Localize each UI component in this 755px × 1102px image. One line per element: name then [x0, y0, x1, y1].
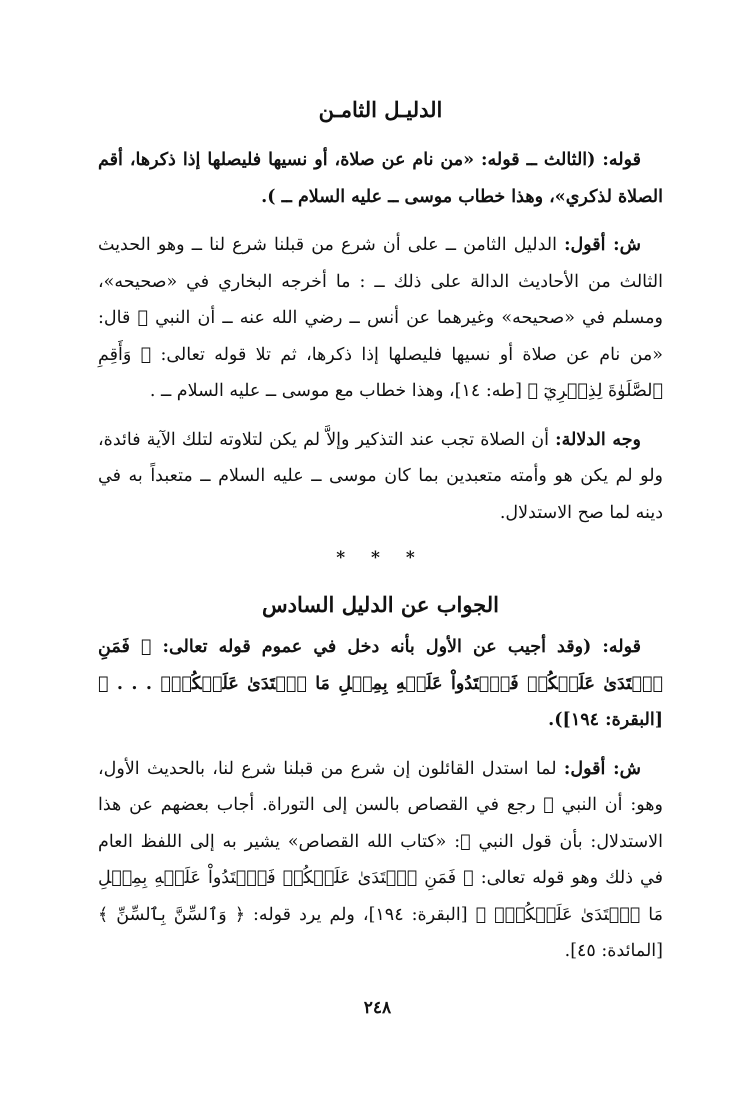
- commentary-text-2: لما استدل القائلون إن شرع من قبلنا شرع لنا، بالحديث الأول، وهو: أن النبي ﷺ رجع في القصاص بالسن إلى التوراة. أجاب بعضهم عن هذا الاستدلال: بأن قول النبي ﷺ: «كتاب الله القصاص» يشير به إلى اللفظ العام في ذلك وهو قوله تعالى: ﴿ فَمَنِ ٱعۡتَدَىٰ عَلَيۡكُمۡ فَٱعۡتَدُواْ عَلَيۡهِ بِمِثۡلِ مَا ٱعۡتَدَىٰ عَلَيۡكُمۡۚ ﴾ [البقرة: ١٩٤]، ولم يرد قوله: ﴿ وَٱلسِّنَّ بِٱلسِّنِّ ﴾ [المائدة: ٤٥].: [98, 758, 663, 961]
- page-number: ٢٤٨: [363, 998, 392, 1018]
- section-heading-eighth-evidence: الدليـل الثامـن: [318, 97, 443, 122]
- commentary-lead: ش: أقول:: [564, 235, 641, 255]
- commentary-lead-2: ش: أقول:: [563, 758, 642, 779]
- evidence-point-paragraph: [98, 422, 663, 532]
- commentary-paragraph-1: [98, 227, 663, 410]
- commentary-paragraph-2: [98, 751, 663, 970]
- evidence-point-text: أن الصلاة تجب عند التذكير وإلاَّ لم يكن لتلاوته لتلك الآية فائدة، ولو لم يكن هو وأمته متعبدين بما كان موسى ــ عليه السلام ــ متعبداً به في دينه لما صح الاستدلال.: [98, 429, 663, 523]
- evidence-point-lead: وجه الدلالة:: [555, 429, 642, 450]
- section-separator: * * *: [336, 548, 425, 568]
- quoted-text-paragraph-1: قوله: (الثالث ــ قوله: «من نام عن صلاة، أو نسيها فليصلها إذا ذكرها، أقم الصلاة لذكري»، وهذا خطاب موسى ــ عليه السلام ــ ).: [98, 150, 663, 207]
- quoted-text-paragraph-2: قوله: (وقد أجيب عن الأول بأنه دخل في عموم قوله تعالى: ﴿ فَمَنِ ٱعۡتَدَىٰ عَلَيۡكُمۡ فَٱعۡتَدُواْ عَلَيۡهِ بِمِثۡلِ مَا ٱعۡتَدَىٰ عَلَيۡكُمۡۚ . . . ﴾ [البقرة: ١٩٤]).: [98, 637, 663, 730]
- section-heading-answer-sixth: الجواب عن الدليل السادس: [262, 592, 499, 617]
- commentary-text: الدليل الثامن ــ على أن شرع من قبلنا شرع لنا ــ وهو الحديث الثالث من الأحاديث الدالة على ذلك ــ : ما أخرجه البخاري في «صحيحه»، ومسلم في «صحيحه» وغيرهما عن أنس ــ رضي الله عنه ــ أن النبي ﷺ قال: «من نام عن صلاة أو نسيها فليصلها إذا ذكرها، ثم تلا قوله تعالى: ﴿ وَأَقِمِ ٱلصَّلَوٰةَ لِذِكۡرِيٓ ﴾ [طه: ١٤]، وهذا خطاب مع موسى ــ عليه السلام ــ .: [98, 235, 663, 401]
